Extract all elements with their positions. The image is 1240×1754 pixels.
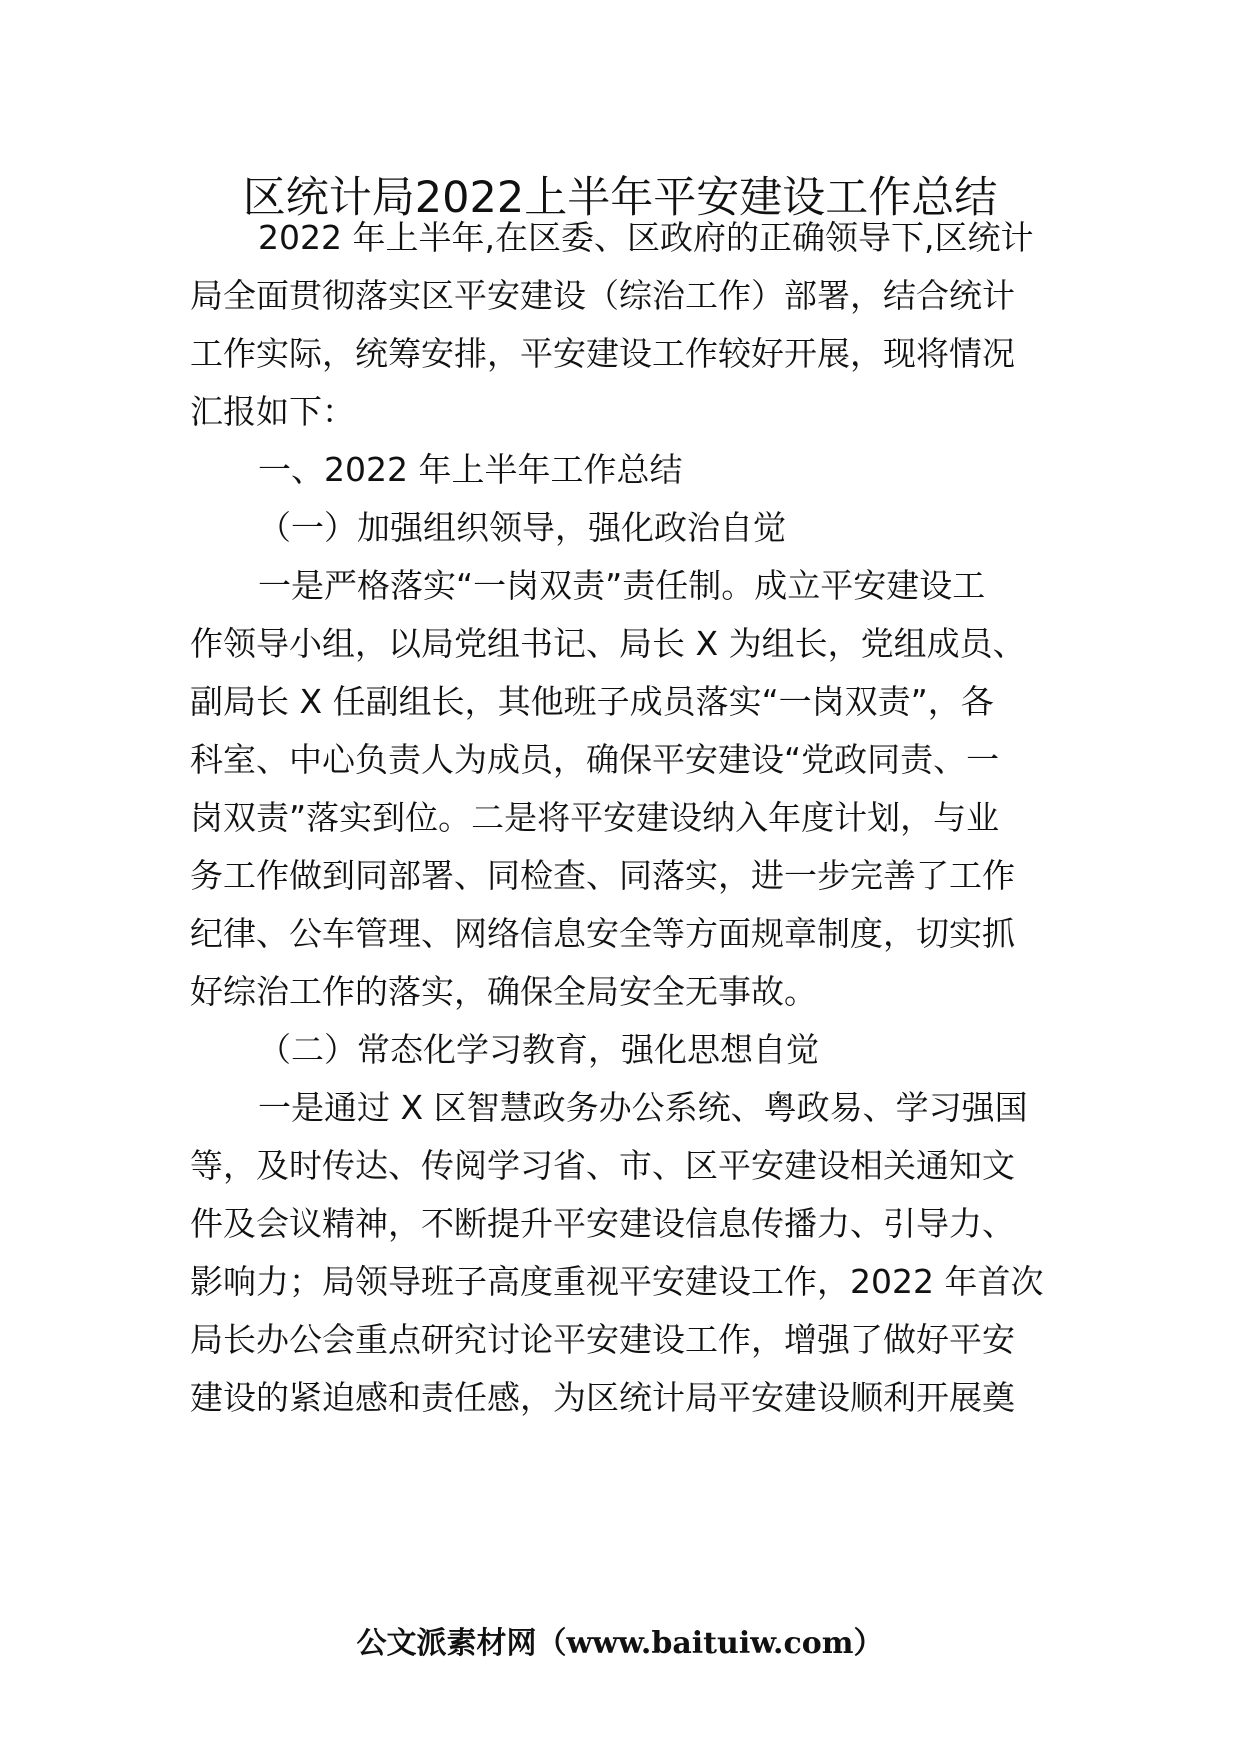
- paragraph-line: 作领导小组，以局党组书记、局长 X 为组长，党组成员、: [190, 624, 1026, 663]
- paragraph-line: 等，及时传达、传阅学习省、市、区平安建设相关通知文: [190, 1146, 1015, 1185]
- paragraph-line: 岗双责”落实到位。二是将平安建设纳入年度计划，与业: [190, 798, 1000, 837]
- paragraph-line: 件及会议精神，不断提升平安建设信息传播力、引导力、: [190, 1204, 1015, 1243]
- document-title: 区统计局2022上半年平安建设工作总结: [242, 173, 998, 223]
- footer-watermark: 公文派素材网（www.baituiw.com）: [356, 1626, 884, 1661]
- paragraph-line: 汇报如下：: [190, 392, 355, 431]
- paragraph-line: 局长办公会重点研究讨论平安建设工作，增强了做好平安: [190, 1320, 1015, 1359]
- paragraph-line: 纪律、公车管理、网络信息安全等方面规章制度，切实抓: [190, 914, 1015, 953]
- paragraph-line: 务工作做到同部署、同检查、同落实，进一步完善了工作: [190, 856, 1015, 895]
- paragraph-line: 局全面贯彻落实区平安建设（综治工作）部署，结合统计: [190, 276, 1015, 315]
- paragraph-line: 一是通过 X 区智慧政务办公系统、粤政易、学习强国: [258, 1088, 1028, 1127]
- paragraph-line: 工作实际，统筹安排，平安建设工作较好开展，现将情况: [190, 334, 1015, 373]
- paragraph-line: 一是严格落实“一岗双责”责任制。成立平安建设工: [258, 566, 986, 605]
- paragraph-line: 建设的紧迫感和责任感，为区统计局平安建设顺利开展奠: [190, 1378, 1015, 1417]
- paragraph-line: 副局长 X 任副组长，其他班子成员落实“一岗双责”，各: [190, 682, 994, 721]
- paragraph-line: 影响力；局领导班子高度重视平安建设工作，2022 年首次: [190, 1262, 1044, 1301]
- paragraph-line: 好综治工作的落实，确保全局安全无事故。: [190, 972, 817, 1011]
- paragraph-line: 2022 年上半年,在区委、区政府的正确领导下,区统计: [258, 218, 1034, 257]
- paragraph-line: 科室、中心负责人为成员，确保平安建设“党政同责、一: [190, 740, 1000, 779]
- subsection-heading: （一）加强组织领导，强化政治自觉: [258, 508, 786, 547]
- section-heading: 一、2022 年上半年工作总结: [258, 450, 683, 489]
- subsection-heading: （二）常态化学习教育，强化思想自觉: [258, 1030, 819, 1069]
